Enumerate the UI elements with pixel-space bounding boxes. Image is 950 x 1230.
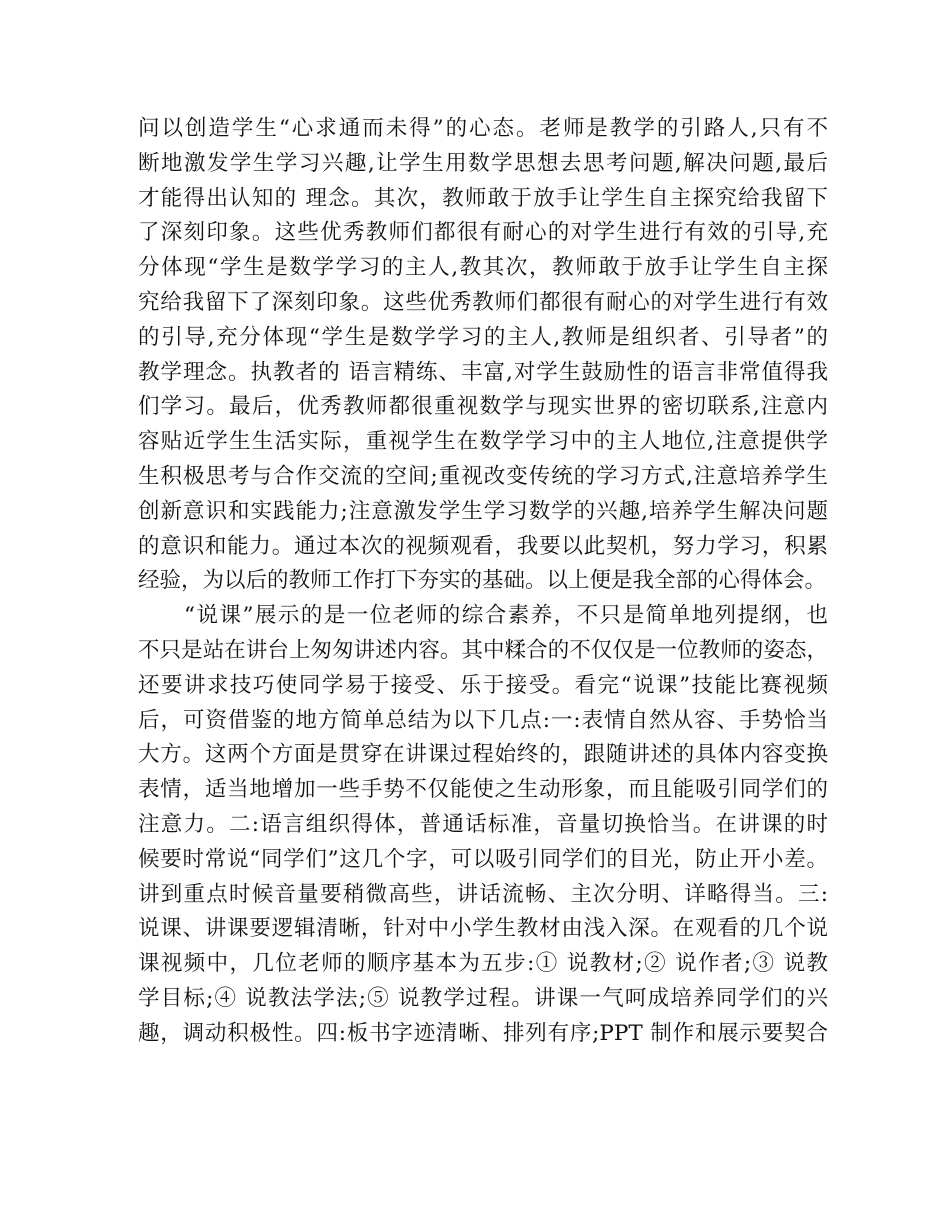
text-line: 不只是站在讲台上匆匆讲述内容。其中糅合的不仅仅是一位教师的姿态， (138, 637, 828, 663)
text-line: 说课、讲课要逻辑清晰，针对中小学生教材由浅入深。在观看的几个说 (138, 916, 828, 942)
text-line: 究给我留下了深刻印象。这些优秀教师们都很有耐心的对学生进行有效 (138, 289, 828, 315)
text-line: 了深刻印象。这些优秀教师们都很有耐心的对学生进行有效的引导,充 (138, 220, 828, 246)
text-line: 创新意识和实践能力;注意激发学生学习数学的兴趣,培养学生解决问题 (138, 498, 828, 524)
text-line: “说课”展示的是一位老师的综合素养，不只是简单地列提纲，也 (184, 603, 828, 629)
text-line: 教学理念。执教者的 语言精练、丰富,对学生鼓励性的语言非常值得我 (138, 359, 828, 385)
text-line: 学目标;④ 说教法学法;⑤ 说教学过程。讲课一气呵成培养同学们的兴 (138, 985, 828, 1011)
body-text (138, 112, 828, 1052)
text-line: 后，可资借鉴的地方简单总结为以下几点:一:表情自然从容、手势恰当 (138, 707, 828, 733)
text-line: 的意识和能力。通过本次的视频观看，我要以此契机，努力学习，积累 (138, 533, 828, 559)
text-line: 经验，为以后的教师工作打下夯实的基础。以上便是我全部的心得体会。 (138, 568, 827, 594)
text-line: 问以创造学生“心求通而未得”的心态。老师是教学的引路人,只有不 (138, 116, 828, 141)
text-line: 趣，调动积极性。四:板书字迹清晰、排列有序;PPT 制作和展示要契合 (138, 1020, 828, 1046)
text-line: 分体现“学生是数学学习的主人,教其次，教师敢于放手让学生自主探 (138, 255, 828, 281)
text-line: 们学习。最后，优秀教师都很重视数学与现实世界的密切联系,注意内 (138, 394, 828, 420)
text-line: 讲到重点时候音量要稍微高些，讲话流畅、主次分明、详略得当。三: (138, 881, 828, 907)
text-line: 断地激发学生学习兴趣,让学生用数学思想去思考问题,解决问题,最后 (138, 150, 828, 176)
text-line: 课视频中，几位老师的顺序基本为五步:① 说教材;② 说作者;③ 说教 (138, 951, 828, 977)
text-line: 大方。这两个方面是贯穿在讲课过程始终的，跟随讲述的具体内容变换 (138, 742, 828, 768)
text-line: 还要讲求技巧使同学易于接受、乐于接受。看完“说课”技能比赛视频 (138, 672, 828, 698)
text-line: 表情，适当地增加一些手势不仅能使之生动形象，而且能吸引同学们的 (138, 777, 828, 803)
text-line: 生积极思考与合作交流的空间;重视改变传统的学习方式,注意培养学生 (138, 463, 828, 489)
text-line: 候要时常说“同学们”这几个字，可以吸引同学们的目光，防止开小差。 (138, 846, 828, 872)
text-line: 注意力。二:语言组织得体，普通话标准，音量切换恰当。在讲课的时 (138, 811, 828, 837)
text-line: 容贴近学生生活实际，重视学生在数学学习中的主人地位,注意提供学 (138, 429, 828, 455)
text-line: 的引导,充分体现“学生是数学学习的主人,教师是组织者、引导者”的 (138, 324, 828, 350)
text-line: 才能得出认知的 理念。其次，教师敢于放手让学生自主探究给我留下 (138, 185, 828, 211)
